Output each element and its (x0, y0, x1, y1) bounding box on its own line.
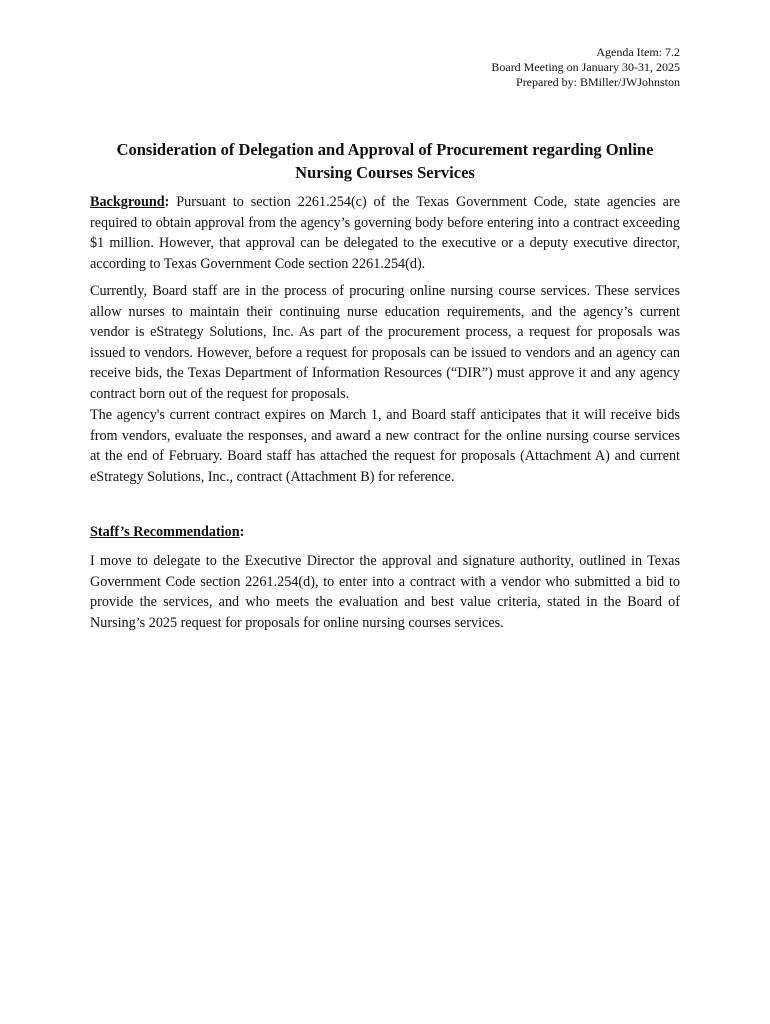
contract-timeline-section (90, 405, 680, 487)
recommendation-heading-line (90, 522, 680, 543)
recommendation-heading-block (90, 522, 680, 543)
recommendation-heading: Staff’s Recommendation (90, 524, 240, 540)
prepared-by-label: Prepared by: BMiller/JWJohnston (516, 75, 680, 89)
contract-timeline-paragraph: The agency's current contract expires on March 1, and Board staff anticipates that it will receive bids from vendors, evaluate the responses, and award a new contract for the online nursing course services at the end of February. Board staff has attached the request for proposals (Attachment A) and current eStrategy Solutions, Inc., contract (Attachment B) for reference. (90, 407, 680, 485)
document-title: Consideration of Delegation and Approval of Procurement regarding Online Nursing Courses Services (116, 140, 654, 182)
background-text: Pursuant to section 2261.254(c) of the Texas Government Code, state agencies are required to obtain approval from the agency’s governing body before entering into a contract exceeding $1 million. However, that approval can be delegated to the executive or a deputy executive director, according to Texas Government Code section 2261.254(d). (90, 194, 680, 272)
recommendation-heading-colon: : (239, 524, 245, 540)
procurement-status-paragraph: Currently, Board staff are in the process of procuring online nursing course services. These services allow nurses to maintain their continuing nurse education requirements, and the agency’s current vendor is eStrategy Solutions, Inc. As part of the procurement process, a request for proposals was issued to vendors. However, before a request for proposals can be issued to vendors and an agency can receive bids, the Texas Department of Information Resources (“DIR”) must approve it and any agency contract born out of the request for proposals. (90, 283, 680, 402)
background-section (90, 192, 680, 274)
procurement-status-section (90, 281, 680, 405)
document-header (491, 45, 680, 90)
meeting-date-label: Board Meeting on January 30-31, 2025 (491, 60, 680, 74)
background-heading: Background (90, 194, 165, 210)
recommendation-section (90, 551, 680, 633)
background-paragraph (90, 192, 680, 274)
agenda-item-label: Agenda Item: 7.2 (596, 45, 680, 59)
background-heading-colon: : (164, 194, 170, 210)
recommendation-paragraph: I move to delegate to the Executive Director the approval and signature authority, outlined in Texas Government Code section 2261.254(d), to enter into a contract with a vendor who submitted a bid to provide the services, and who meets the evaluation and best value criteria, stated in the Board of Nursing’s 2025 request for proposals for online nursing courses services. (90, 553, 680, 631)
